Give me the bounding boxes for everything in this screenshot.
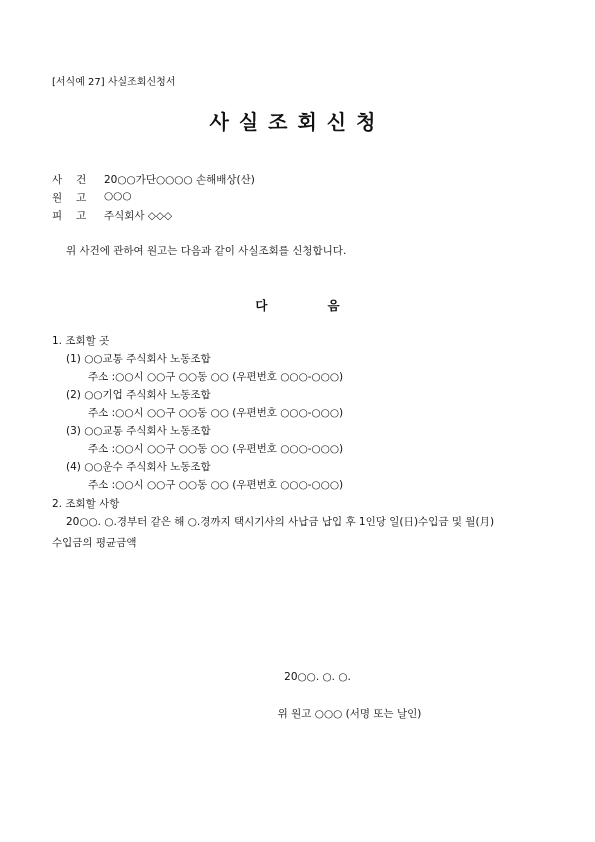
inquiry-target-name: (1) ○○교통 주식회사 노동조합 <box>66 353 211 365</box>
inquiry-target-name: (4) ○○운수 주식회사 노동조합 <box>66 461 211 473</box>
inquiry-target-address: 주소 :○○시 ○○구 ○○동 ○○ (우편번호 ○○○-○○○) <box>88 371 344 383</box>
party-value: 주식회사 ◇◇◇ <box>104 210 173 222</box>
sub-title-char: 음 <box>327 298 340 313</box>
party-value: ○○○ <box>104 190 132 202</box>
document-date: 20○○. ○. ○. <box>284 671 351 683</box>
document-title: 사실조회신청 <box>209 110 386 134</box>
inquiry-target-address: 주소 :○○시 ○○구 ○○동 ○○ (우편번호 ○○○-○○○) <box>88 407 344 419</box>
party-role: 피고 <box>52 210 101 222</box>
party-role: 사건 <box>52 174 101 186</box>
inquiry-target-address: 주소 :○○시 ○○구 ○○동 ○○ (우편번호 ○○○-○○○) <box>88 443 344 455</box>
inquiry-content-line: 20○○. ○.경부터 같은 해 ○.경까지 택시기사의 사납금 납입 후 1인당 일(日)수입금 및 월(月) <box>66 516 495 528</box>
inquiry-content-line: 수입금의 평균금액 <box>52 537 137 549</box>
party-role: 원고 <box>52 192 101 204</box>
intro-statement: 위 사건에 관하여 원고는 다음과 같이 사실조회를 신청합니다. <box>66 245 347 257</box>
sub-title <box>0 296 595 314</box>
inquiry-target-name: (2) ○○기업 주식회사 노동조합 <box>66 389 211 401</box>
party-value: 20○○가단○○○○ 손해배상(산) <box>104 174 255 186</box>
signer-line: 위 원고 ○○○ (서명 또는 날인) <box>277 708 422 720</box>
inquiry-target-address: 주소 :○○시 ○○구 ○○동 ○○ (우편번호 ○○○-○○○) <box>88 479 344 491</box>
sub-title-char: 다 <box>255 298 268 313</box>
form-label: [서식예 27] 사실조회신청서 <box>52 77 176 88</box>
section2-heading: 2. 조회할 사항 <box>52 498 120 510</box>
section1-heading: 1. 조회할 곳 <box>52 335 110 347</box>
inquiry-target-name: (3) ○○교통 주식회사 노동조합 <box>66 425 211 437</box>
